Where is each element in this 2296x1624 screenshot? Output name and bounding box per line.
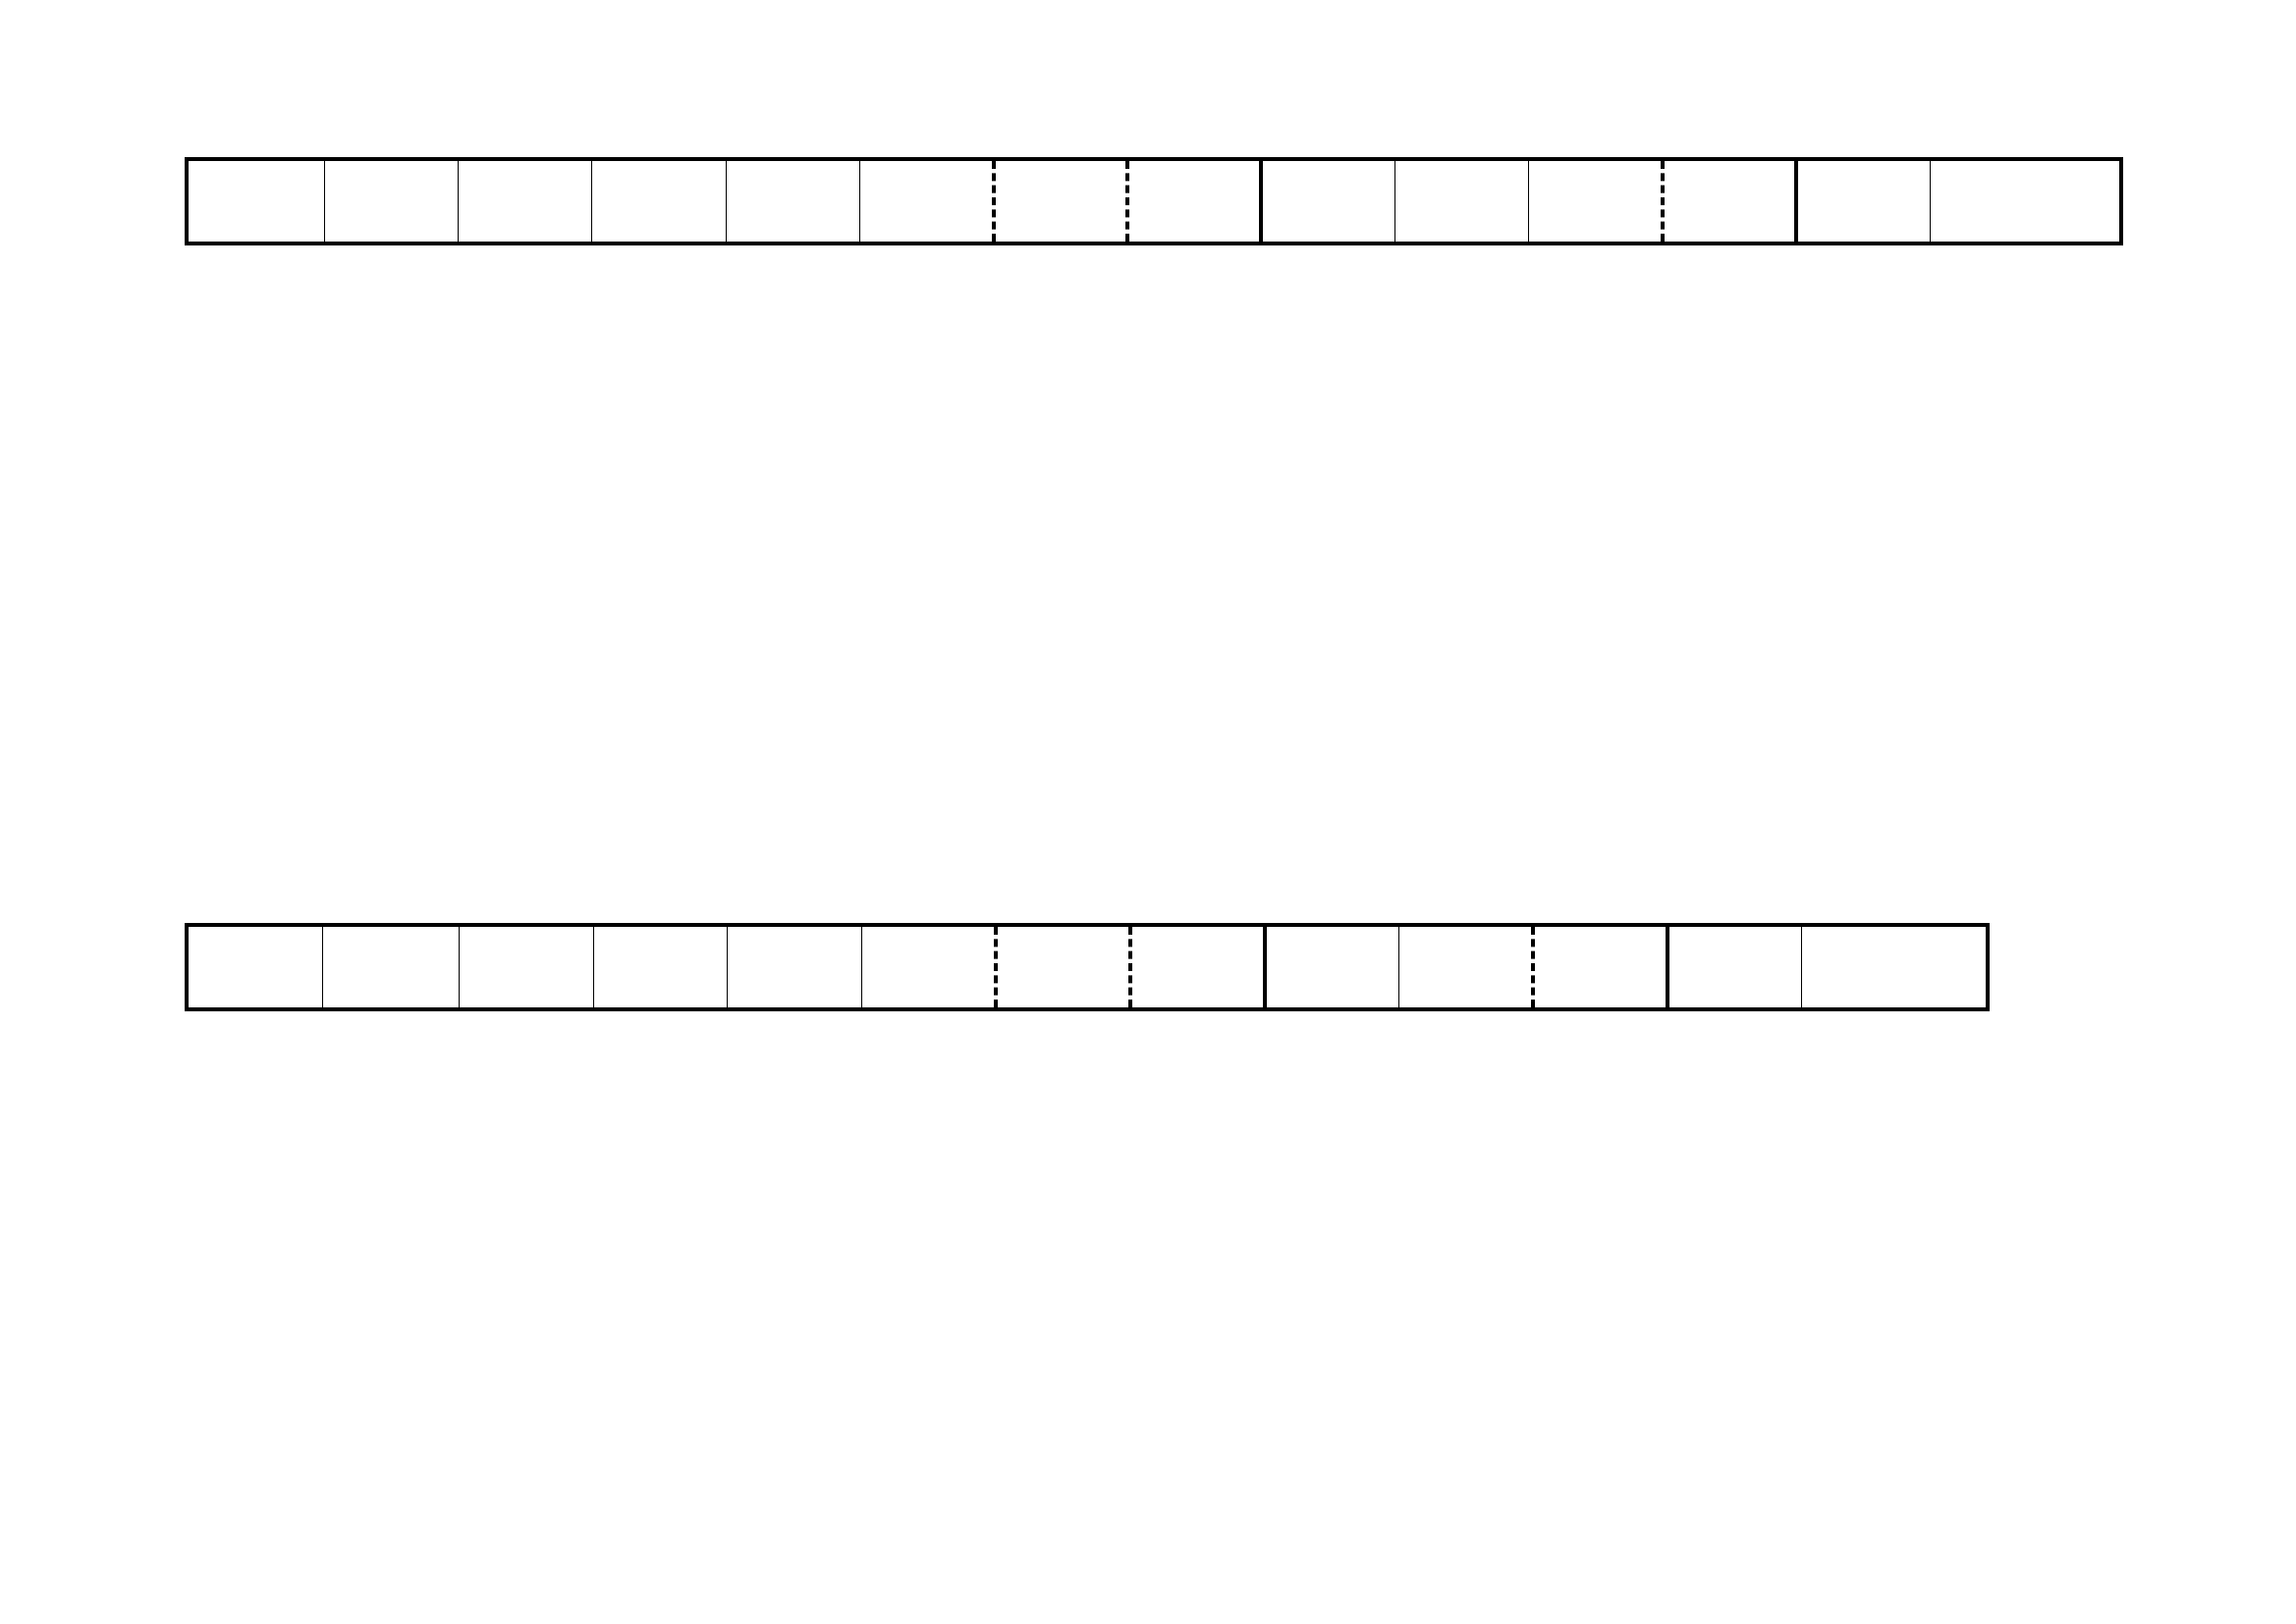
header-night-staff <box>593 925 728 1009</box>
header-food <box>1261 159 1394 244</box>
header-care-level <box>187 159 324 244</box>
header-insurance <box>460 925 594 1009</box>
header-stage <box>323 925 460 1009</box>
header-monthly-total <box>1802 925 1988 1009</box>
header-insurance <box>459 159 592 244</box>
header-self-pay <box>1533 925 1667 1009</box>
header-self-pay <box>1663 159 1796 244</box>
header-subtotal <box>1667 925 1802 1009</box>
table-header-row <box>187 925 1988 1009</box>
fee-table-four-bed-room <box>185 923 1990 1011</box>
fee-table-private-room <box>185 157 2123 245</box>
header-subtotal <box>1796 159 1930 244</box>
header-service-system <box>862 925 997 1009</box>
header-service-system <box>859 159 993 244</box>
header-night-staff <box>592 159 726 244</box>
header-home-return <box>726 159 859 244</box>
header-stage <box>324 159 458 244</box>
header-living <box>1399 925 1534 1009</box>
table-header-row <box>187 159 2121 244</box>
header-other-monthly <box>994 159 1127 244</box>
header-monthly-total <box>1930 159 2121 244</box>
header-covered <box>1127 159 1261 244</box>
header-food <box>1265 925 1399 1009</box>
header-special-room <box>1529 159 1663 244</box>
header-home-return <box>728 925 862 1009</box>
header-care-level <box>187 925 323 1009</box>
header-living <box>1394 159 1528 244</box>
header-covered <box>1130 925 1265 1009</box>
header-other-monthly <box>996 925 1130 1009</box>
